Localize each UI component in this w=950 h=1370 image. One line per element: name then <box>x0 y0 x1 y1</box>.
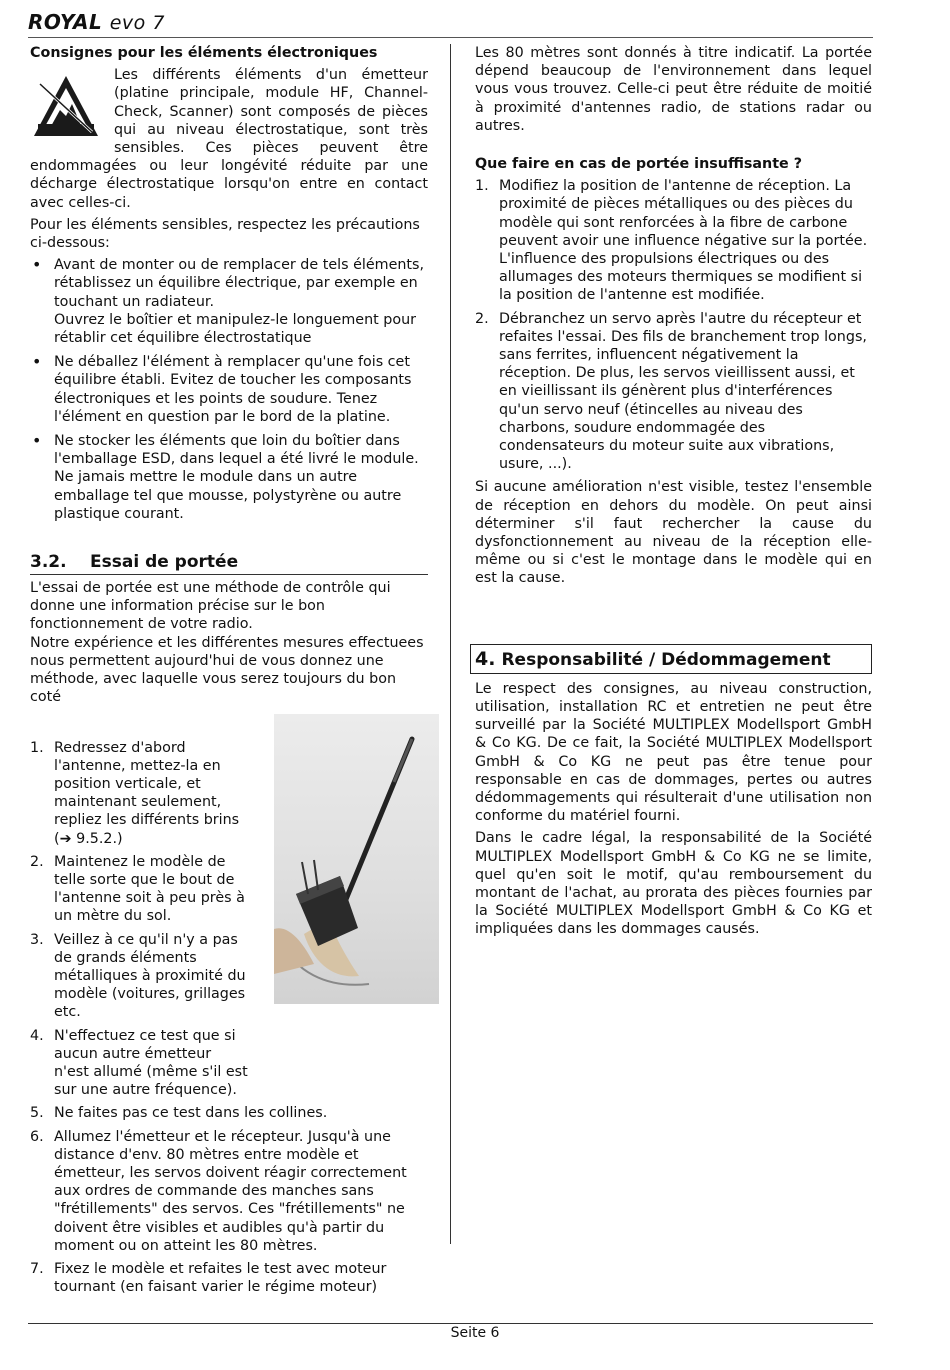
left-column <box>30 44 428 1301</box>
brand-logo: ROYAL evo 7 <box>28 10 165 34</box>
list-item: 1. Redressez d'abord l'antenne, mettez-la en position verticale, et maintenant seulement, repliez les différents brins (➔ 9.5.2.) <box>30 739 240 847</box>
list-item: 2. Maintenez le modèle de telle sorte que le bout de l'antenne soit à peu près à un mètre du sol. <box>30 853 245 925</box>
range-test-intro: L'essai de portée est une méthode de contrôle qui donne une information précise sur le bon fonctionnement de votre radio. <box>30 580 391 633</box>
precautions-intro: Pour les éléments sensibles, respectez les précautions ci-dessous: <box>30 216 420 252</box>
list-item: 7. Fixez le modèle et refaites le test avec moteur tournant (en faisant varier le régime moteur) <box>30 1260 387 1296</box>
list-item: 3. Veillez à ce qu'il n'y a pas de grands éléments métalliques à proximité du modèle (voitures, grillages etc. <box>30 931 246 1021</box>
liability-text-1: Le respect des consignes, au niveau construction, utilisation, installation RC et entretien ne peut être surveillé par la Société MULTIPLEX Modellsport GmbH & Co KG. De ce fait, la Société MULTIPLEX Modellsport GmbH & Co KG ne peut pas être tenue pour responsable en cas de dommages, pertes ou autres dédommagements qui résulterait d'une utilisation non conforme du matériel fourni. <box>475 680 872 825</box>
insufficient-range-steps <box>475 177 872 473</box>
receiver-test-text: Si aucune amélioration n'est visible, testez l'ensemble de réception en dehors du modèle. On peut ainsi déterminer s'il faut rechercher la cause du dysfonctionnement au niveau de la réception elle-même ou si c'est le montage dans le modèle qui en est la cause. <box>475 479 872 587</box>
list-item: 1. Modifiez la position de l'antenne de réception. La proximité de pièces métalliques ou des pièces du modèle qui sont renforcées à la fibre de carbone peuvent avoir une influence négative sur la portée. L'influence des propulsions électriques ou des allumages des moteurs thermiques se modifient si la position de l'antenne est modifiée. <box>475 178 868 304</box>
list-item: 2. Débranchez un servo après l'autre du récepteur et refaites l'essai. Des fils de branchement trop longs, sans ferrites, influencent négativement la réception. De plus, les servos vieillissent aussi, et en vieillissant ils génèrent plus d'interférences qu'un servo neuf (étincelles au niveau des charbons, soudure endommagée des condensateurs du moteur suite aux vibrations, usure, ...). <box>475 310 867 473</box>
range-note: Les 80 mètres sont donnés à titre indicatif. La portée dépend beaucoup de l'environnement dans lequel vous vous trouvez. Celle-ci peut être réduite de moitié à proximité d'antennes radio, de stations radar ou autres. <box>475 45 872 134</box>
footer-rule <box>28 1323 873 1324</box>
range-test-method: Notre expérience et les différentes mesures effectuees nous permettent aujourd'hui de vous donnez une méthode, avec laquelle vous serez toujours du bon coté <box>30 634 424 706</box>
esd-warning-icon <box>30 70 102 142</box>
section-heading-3-2: 3.2. Essai de portée <box>30 551 428 575</box>
list-item: • Ne stocker les éléments que loin du boîtier dans l'emballage ESD, dans lequel a été livré le module. Ne jamais mettre le module dans un autre emballage tel que mousse, polystyrène ou autre plastique courant. <box>30 432 428 523</box>
list-item: 4. N'effectuez ce test que si aucun autre émetteur n'est allumé (même s'il est sur une autre fréquence). <box>30 1027 248 1099</box>
list-item: 5. Ne faites pas ce test dans les collines. <box>30 1105 328 1122</box>
page-header <box>28 10 873 38</box>
range-test-steps-continued <box>30 1104 428 1296</box>
page-number: Seite 6 <box>450 1325 500 1341</box>
esd-text: Les différents éléments d'un émetteur (platine principale, module HF, Channel-Check, Scanner) sont composés de pièces qui au niveau électrostatique, sont très sensibles. Ces pièces peuvent être endommagées ou leur longévité réduite par une décharge électrostatique lorsqu'on entre en contact avec celles-ci. <box>30 67 428 211</box>
receiver-antenna-photo <box>274 714 439 1004</box>
liability-text-2: Dans le cadre légal, la responsabilité de la Société MULTIPLEX Modellsport GmbH & Co KG ne se limite, quel qu'en soit le motif, qu'au remboursement du montant de l'achat, au prorata des pièces fournies par la Société MULTIPLEX Modellsport GmbH & Co KG et impliquées dans les dommages causés. <box>475 830 872 938</box>
list-item: 6. Allumez l'émetteur et le récepteur. Jusqu'à une distance d'env. 80 mètres entre modèle et émetteur, les servos doivent réagir correctement aux ordres de commande des manches sans "frétillements" des servos. Ces "frétillements" ne doivent être visibles et audibles qu'à partir du moment ou on atteint les 80 mètres. <box>30 1128 407 1254</box>
section-heading-4: 4. Responsabilité / Dédommagement <box>470 644 872 674</box>
list-item: • Ne déballez l'élément à remplacer qu'une fois cet équilibre établi. Evitez de toucher les composants électroniques et les points de soudure. Tenez l'élément en question par le bord de la platine. <box>30 353 428 426</box>
right-column <box>475 44 872 943</box>
insufficient-range-title: Que faire en cas de portée insuffisante ? <box>475 156 803 173</box>
column-divider <box>450 44 451 1244</box>
esd-title: Consignes pour les éléments électroniques <box>30 45 378 61</box>
precautions-list <box>30 256 428 523</box>
list-item: • Avant de monter ou de remplacer de tels éléments, rétablissez un équilibre électrique, par exemple en touchant un radiateur. Ouvrez le boîtier et manipulez-le longuement pour rétablir cet équilibre électrostatique <box>30 256 428 347</box>
